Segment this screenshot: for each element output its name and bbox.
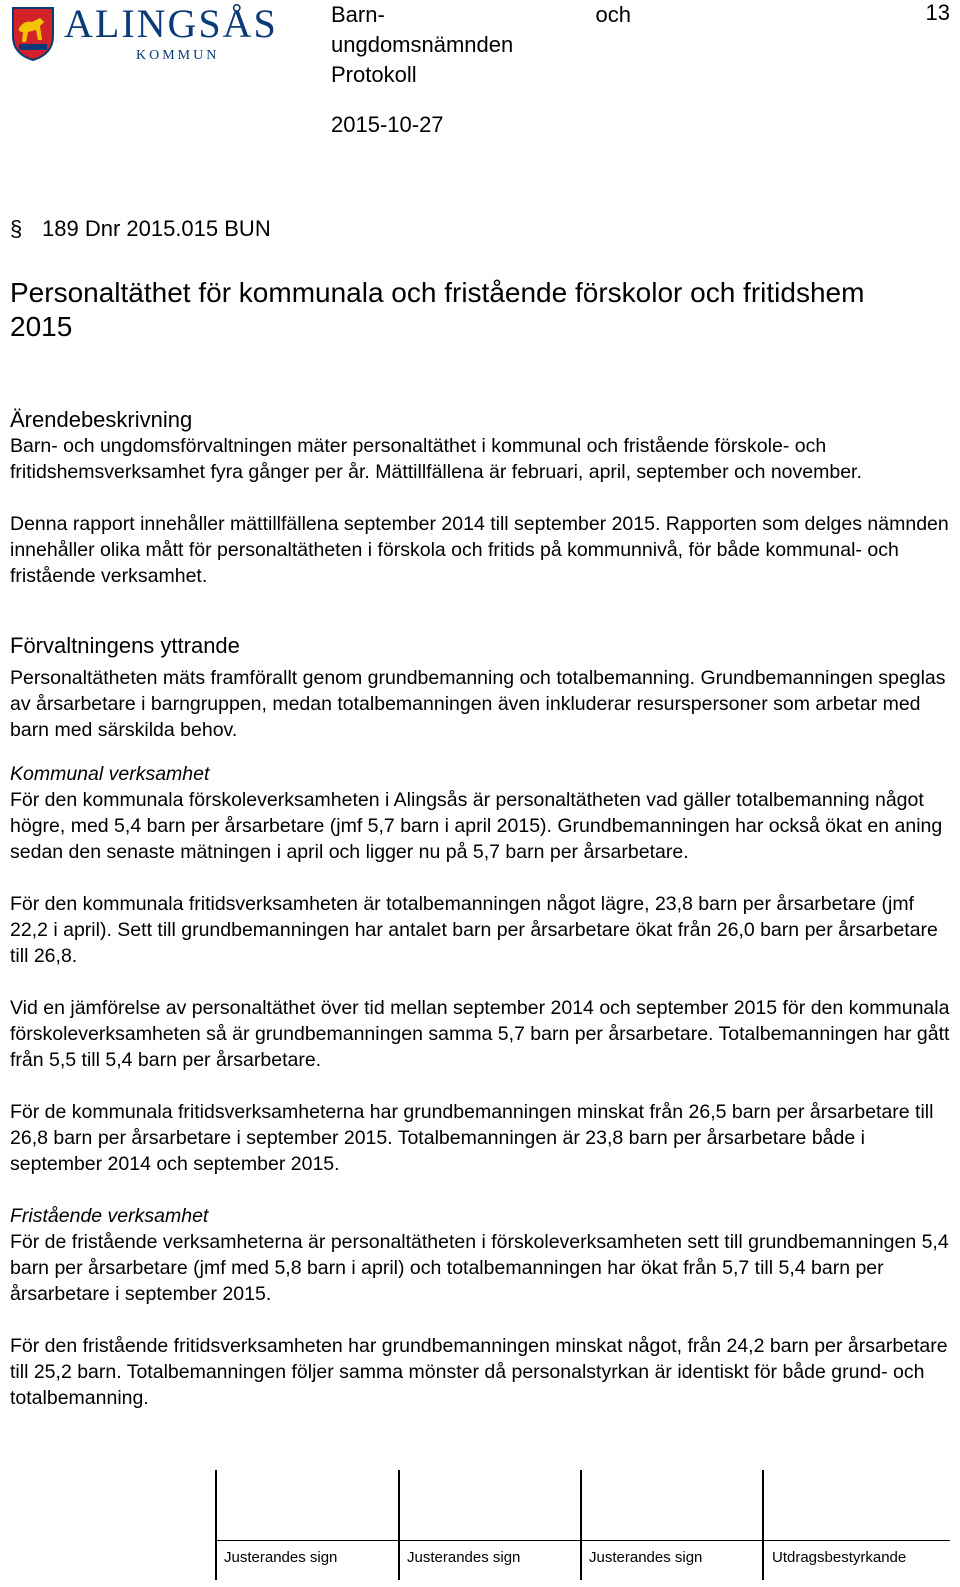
meeting-date: 2015-10-27 <box>331 112 444 137</box>
signature-label-2: Justerandes sign <box>407 1549 521 1566</box>
municipality-logo <box>10 2 290 64</box>
paragraph-6: Vid en jämförelse av personaltäthet över tid mellan september 2014 och september 2015 för den kommunala förskoleverksamheten så är grundbemanningen samma 5,7 barn per årsarbetare. Totalbemanningen har gått från 5,5 till 5,4 barn per årsarbetare. <box>10 997 950 1071</box>
paragraph-8: För de fristående verksamheterna är personaltätheten i förskoleverksamheten sett till grundbemanningen 5,4 barn per årsarbetare (jmf med 5,8 barn i april) och totalbemanningen har ökat från 5,7 till 5,4 barn per årsarbetare i september 2015. <box>10 1231 949 1305</box>
page-title: Personaltäthet för kommunala och fristående förskolor och fritidshem 2015 <box>10 277 865 342</box>
header-title-line2: ungdomsnämnden <box>331 32 514 57</box>
paragraph-3: Personaltätheten mäts framförallt genom grundbemanning och totalbemanning. Grundbemanningen speglas av årsarbetare i barngruppen, medan totalbemanningen även inkluderar resurspersoner som arbetar med barn med särskilda behov. <box>10 667 946 741</box>
logo-subtitle: KOMMUN <box>136 48 220 63</box>
paragraph-4: För den kommunala förskoleverksamheten i Alingsås är personaltätheten vad gäller totalbemanning något högre, med 5,4 barn per årsarbetare (jmf 5,7 barn i april 2015). Grundbemanningen har också ökat en aning sedan den senaste mätningen i april och ligger nu på 5,7 barn per årsarbetare. <box>10 789 943 863</box>
heading-kommunal-verksamhet: Kommunal verksamhet <box>10 763 210 785</box>
extract-verification-label: Utdragsbestyrkande <box>772 1549 907 1566</box>
paragraph-2: Denna rapport innehåller mättillfällena september 2014 till september 2015. Rapporten som delges nämnden innehåller olika mått för personaltätheten i förskola och fritids på kommunnivå, för både kommunal- och fristående verksamhet. <box>10 513 949 587</box>
heading-forvaltningens-yttrande: Förvaltningens yttrande <box>10 633 240 658</box>
document-header-title <box>331 0 781 90</box>
logo-wordmark: ALINGSÅS <box>64 1 278 46</box>
header-title-word2: och <box>595 2 631 27</box>
heading-arendebeskrivning: Ärendebeskrivning <box>10 407 193 432</box>
paragraph-symbol: § <box>10 216 23 241</box>
coat-of-arms-icon <box>10 2 56 62</box>
signature-baseline <box>215 1540 950 1541</box>
paragraph-5: För den kommunala fritidsverksamheten är totalbemanningen något lägre, 23,8 barn per årsarbetare (jmf 22,2 i april). Sett till grundbemanningen har antalet barn per årsarbetare ökat från 26,0 barn per årsarbetare till 26,8. <box>10 893 938 967</box>
header-title-word1: Barn- <box>331 2 385 27</box>
heading-fristaende-verksamhet: Fristående verksamhet <box>10 1205 209 1227</box>
paragraph-7: För de kommunala fritidsverksamheterna har grundbemanningen minskat från 26,5 barn per årsarbetare till 26,8 barn per årsarbetare i september 2015. Totalbemanningen är 23,8 barn per årsarbetare både i september 2014 och september 2015. <box>10 1101 934 1175</box>
paragraph-9: För den fristående fritidsverksamheten har grundbemanningen minskat något, från 24,2 barn per årsarbetare till 25,2 barn. Totalbemanningen följer samma mönster då personalstyrkan är identiskt för både grund- och totalbemanning. <box>10 1335 948 1409</box>
case-number: 189 Dnr 2015.015 BUN <box>42 216 271 241</box>
signature-label-1: Justerandes sign <box>224 1549 338 1566</box>
signature-label-3: Justerandes sign <box>589 1549 703 1566</box>
signature-divider <box>215 1470 217 1580</box>
signature-divider <box>580 1470 582 1580</box>
signature-divider <box>398 1470 400 1580</box>
header-title-line3: Protokoll <box>331 62 417 87</box>
signature-divider <box>762 1470 764 1580</box>
page-number: 13 <box>925 0 950 25</box>
paragraph-1: Barn- och ungdomsförvaltningen mäter personaltäthet i kommunal och fristående förskole- och fritidshemsverksamhet fyra gånger per år. Mättillfällena är februari, april, september och november. <box>10 435 862 483</box>
document-body <box>10 407 950 1411</box>
